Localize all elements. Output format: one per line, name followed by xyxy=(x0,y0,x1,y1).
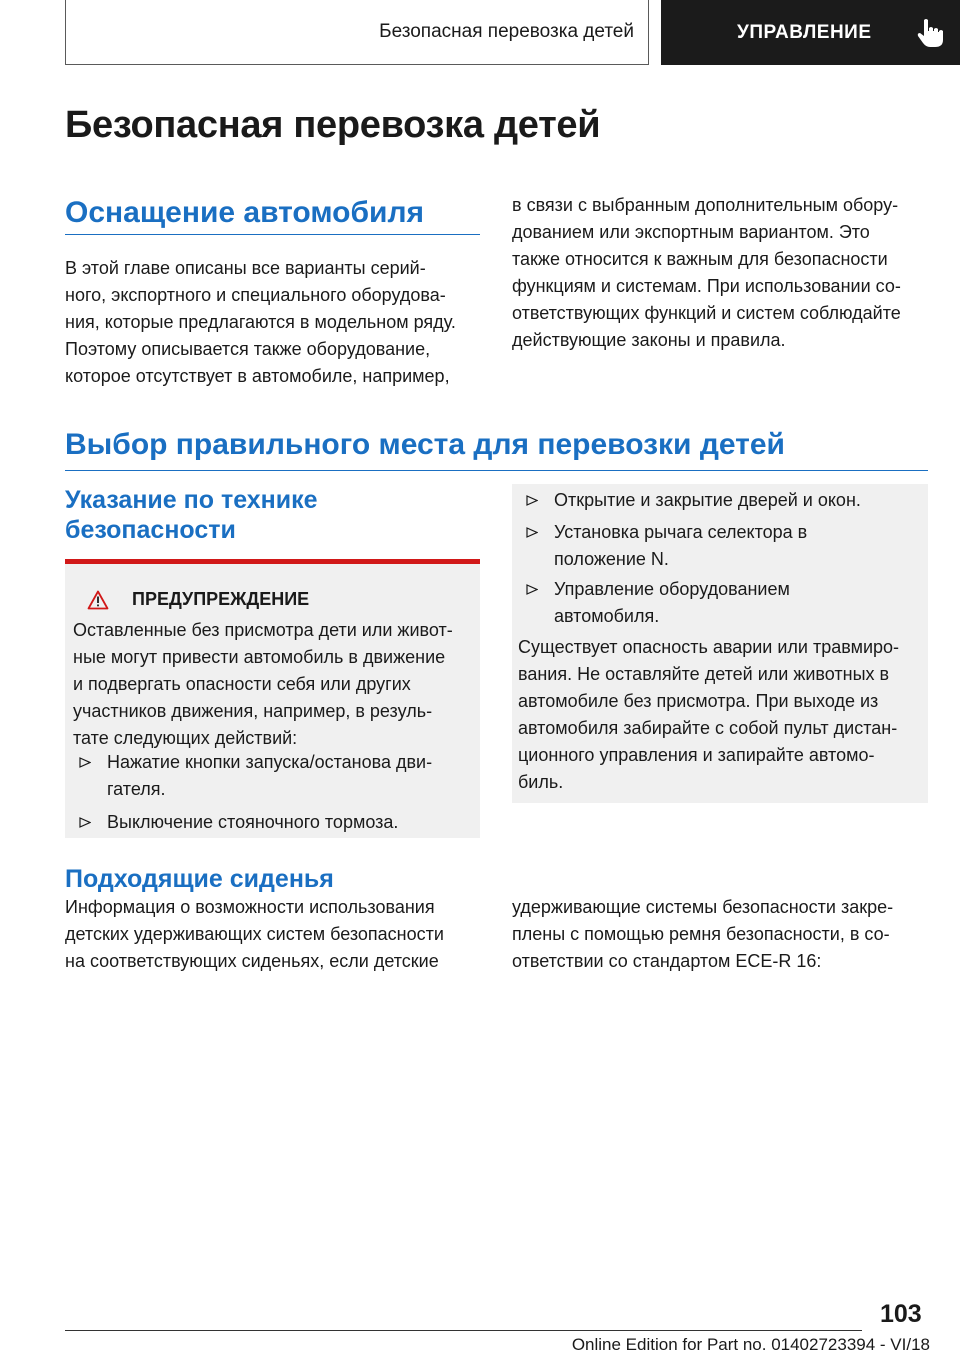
header-section-label: Безопасная перевозка детей xyxy=(379,21,634,42)
equipment-text-left: В этой главе описаны все варианты серий- ного, экспортного и специального оборудова- ния, которые предлагаются в модельном ряду. Поэтому описывается также оборудование, которое отсутствует в автомобиле, например, xyxy=(65,258,456,386)
hand-pointer-icon xyxy=(917,18,945,48)
page-number: 103 xyxy=(880,1300,922,1328)
bullet-triangle-icon xyxy=(526,527,538,538)
equipment-text-right: в связи с выбранным дополнительным обору- дованием или экспортным вариантом. Это также относится к важным для безопасности функциям и системам. При использовании со- ответствующих функций и систем соблюдайте действующие законы и правила. xyxy=(512,195,901,350)
bullet-triangle-icon xyxy=(79,817,91,828)
suitable-seats-heading: Подходящие сиденья xyxy=(65,865,334,893)
seat-choice-heading-rule xyxy=(65,470,928,471)
bullet-triangle-icon xyxy=(526,495,538,506)
warning-text: Оставленные без присмотра дети или живот- ные могут привести автомобиль в движение и подвергать опасности себя или других участников движения, например, в резуль- тате следующих действий: xyxy=(73,620,453,748)
footer-rule xyxy=(65,1330,862,1331)
page-title: Безопасная перевозка детей xyxy=(65,104,601,146)
header-chapter-tab xyxy=(661,0,960,65)
seat-choice-heading: Выбор правильного места для перевозки детей xyxy=(65,428,785,461)
warning-box: ПРЕДУПРЕЖДЕНИЕ Оставленные без присмотра дети или живот- ные могут привести автомобиль в движение и подвергать опасности себя или других участников движения, например, в резуль- тате следующих действий: Нажатие кнопки запуска/останова дви- гателя. Выключение стояночного тормоза. xyxy=(65,559,480,838)
bullet-triangle-icon xyxy=(526,584,538,595)
warning-header xyxy=(87,589,309,610)
warning-title: ПРЕДУПРЕЖДЕНИЕ xyxy=(132,589,310,609)
header-chapter-label: УПРАВЛЕНИЕ xyxy=(737,21,872,43)
warning-continuation-box: Открытие и закрытие дверей и окон. Установка рычага селектора в положение N. Управление оборудованием автомобиля. Существует опасность аварии или травмиро- вания. Не оставляйте детей или животных в автомобиле без присмотра. При выходе из автомобиля забирайте с собой пульт дистан- ционного управления и запирайте автомо- биль. xyxy=(512,484,928,803)
warning-triangle-icon xyxy=(87,590,109,610)
seats-text-right: удерживающие системы безопасности закре- плены с помощью ремня безопасности, в со- ответствии со стандартом ECE-R 16: xyxy=(512,897,894,971)
bullet-triangle-icon xyxy=(79,757,91,768)
footer-edition: Online Edition for Part no. 01402723394 - VI/18 xyxy=(571,1335,930,1354)
header-section-tab xyxy=(65,0,649,65)
equipment-heading: Оснащение автомобиля xyxy=(65,196,425,229)
equipment-heading-rule xyxy=(65,234,480,235)
warning-closing-text: Существует опасность аварии или травмиро- вания. Не оставляйте детей или животных в автомобиле без присмотра. При выходе из автомобиля забирайте с собой пульт дистан- ционного управления и запирайте автомо- биль. xyxy=(518,637,900,792)
seats-text-left: Информация о возможности использования детских удерживающих систем безопасности на соответствующих сиденьях, если детские xyxy=(65,897,444,971)
safety-heading: Указание по технике безопасности xyxy=(65,486,318,544)
